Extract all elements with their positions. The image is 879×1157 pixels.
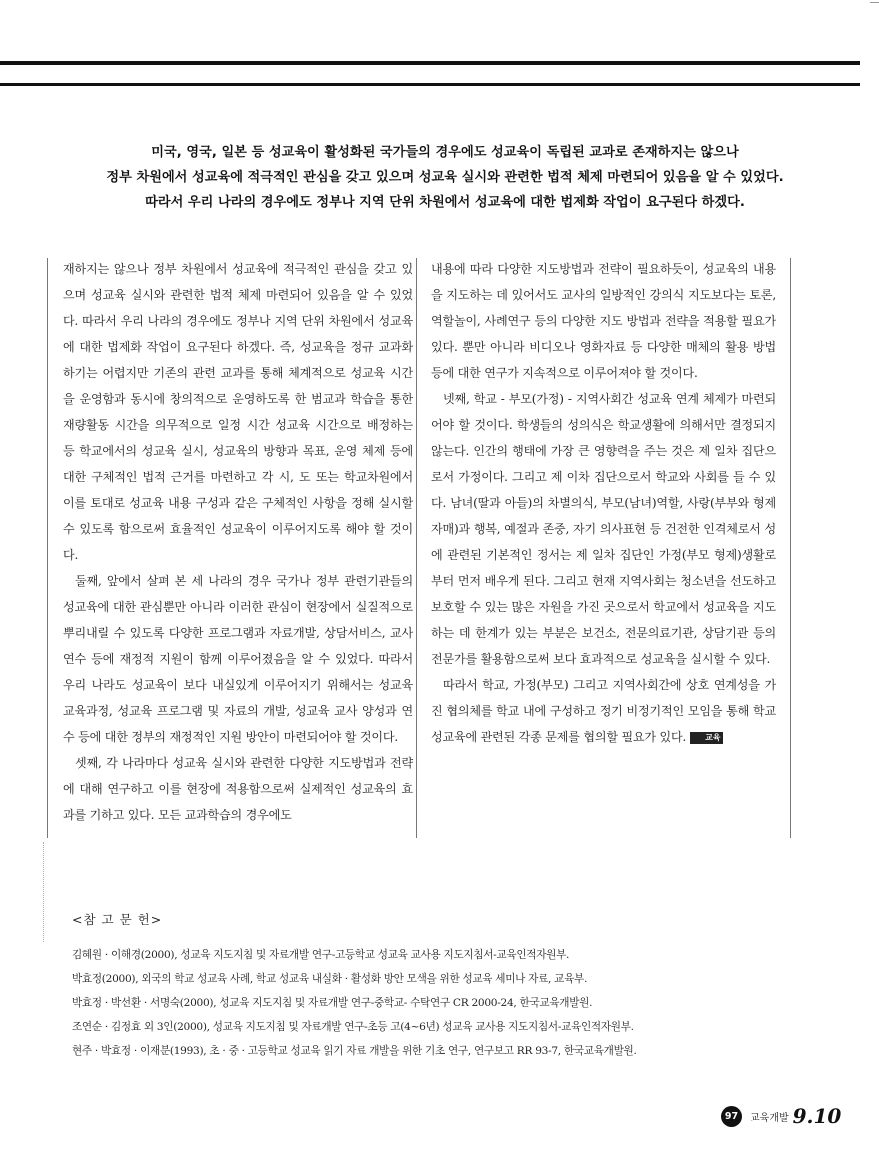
reference-item: 조연순 · 김정효 외 3인(2000), 성교육 지도지침 및 자료개발 연구-초등 고(4~6년) 성교육 교사용 지도지침서-교육인적자원부. [72,1021,634,1033]
reference-item: 김혜원 · 이해경(2000), 성교육 지도지침 및 자료개발 연구-고등학교 성교육 교사용 지도지침서-교육인적자원부. [72,949,570,961]
right-paragraph-3-text: 따라서 학교, 가정(부모) 그리고 지역사회간에 상호 연계성을 가진 협의체를 학교 내에 구성하고 정기 비정기적인 모임을 통해 학교 성교육에 관련된 각종 문제를 협의할 필요가 있다. [431,678,776,744]
column-rule-left [47,258,48,838]
end-of-article-mark: 교육 [690,732,723,744]
references-list [72,943,792,1063]
column-rule-middle [416,258,417,838]
reference-item: 현주 · 박효정 · 이재분(1993), 초 · 중 · 고등학교 성교육 읽기 자료 개발을 위한 기초 연구, 연구보고 RR 93-7, 한국교육개발원. [72,1045,637,1057]
header-rule-top [0,61,860,65]
pull-quote-line-2: 정부 차원에서 성교육에 적극적인 관심을 갖고 있으며 성교육 실시와 관련한 법적 체제 마련되어 있음을 알 수 있었다. [106,170,784,185]
column-rule-right [790,258,791,838]
left-paragraph-1: 재하지는 않으나 정부 차원에서 성교육에 적극적인 관심을 갖고 있으며 성교육 실시와 관련한 법적 체제 마련되어 있음을 알 수 있었다. 따라서 우리 나라의 경우에도 정부나 지역 단위 차원에서 성교육에 대한 법제화 작업이 요구된다 하겠다. 즉, 성교육을 정규 교과화하기는 어렵지만 기존의 관련 교과를 통해 체계적으로 성교육 시간을 운영함과 동시에 창의적으로 운영하도록 한 범교과 학습을 통한 재량활동 시간을 의무적으로 일정 시간 성교육 시간으로 배정하는 등 학교에서의 성교육 실시, 성교육의 방향과 목표, 운영 체제 등에 대한 구체적인 법적 근거를 마련하고 각 시, 도 또는 학교차원에서 이를 토대로 성교육 내용 구성과 같은 구체적인 사항을 정해 실시할 수 있도록 함으로써 효율적인 성교육이 이루어지도록 해야 할 것이다. [63,262,413,562]
pull-quote-line-3: 따라서 우리 나라의 경우에도 정부나 지역 단위 차원에서 성교육에 대한 법제화 작업이 요구된다 하겠다. [145,195,745,210]
reference-item: 박효정(2000), 외국의 학교 성교육 사례, 학교 성교육 내실화 · 활성화 방안 모색을 위한 성교육 세미나 자료, 교육부. [72,973,588,985]
reference-item: 박효정 · 박선환 · 서명숙(2000), 성교육 지도지침 및 자료개발 연구-중학교- 수탁연구 CR 2000-24, 한국교육개발원. [72,997,593,1009]
page-footer [721,1101,841,1131]
references-title: <참 고 문 헌> [72,912,163,927]
header-rule-bottom [0,83,860,86]
left-paragraph-2: 둘째, 앞에서 살펴 본 세 나라의 경우 국가나 정부 관련기관들의 성교육에 대한 관심뿐만 아니라 이러한 관심이 현장에서 실질적으로 뿌리내릴 수 있도록 다양한 프로그램과 자료개발, 상담서비스, 교사 연수 등에 재정적 지원이 함께 이루어졌음을 알 수 있었다. 따라서 우리 나라도 성교육이 보다 내실있게 이루어지기 위해서는 성교육 교육과정, 성교육 프로그램 및 자료의 개발, 성교육 교사 양성과 연수 등에 대한 정부의 재정적인 지원 방안이 마련되어야 할 것이다. [63,574,413,744]
corner-mark [870,2,879,3]
right-paragraph-2: 넷째, 학교 - 부모(가정) - 지역사회간 성교육 연계 체제가 마련되어야 할 것이다. 학생들의 성의식은 학교생활에 의해서만 결정되지 않는다. 인간의 행태에 가장 큰 영향력을 주는 것은 제 일차 집단으로서 가정이다. 그리고 제 이차 집단으로서 학교와 사회를 들 수 있다. 남녀(딸과 아들)의 차별의식, 부모(남녀)역할, 사랑(부부와 형제자매)과 행복, 예절과 존중, 자기 의사표현 등 건전한 인격체로서 성에 관련된 기본적인 정서는 제 일차 집단인 가정(부모 형제)생활로부터 먼저 배우게 된다. 그리고 현재 지역사회는 청소년을 선도하고 보호할 수 있는 많은 자원을 가진 곳으로서 학교에서 성교육을 지도하는 데 한계가 있는 부분은 보건소, 전문의료기관, 상담기관 등의 전문가를 활용함으로써 보다 효과적으로 성교육을 실시할 수 있다. [431,392,776,666]
left-paragraph-3: 셋째, 각 나라마다 성교육 실시와 관련한 다양한 지도방법과 전략에 대해 연구하고 이를 현장에 적용함으로써 실제적인 성교육의 효과를 기하고 있다. 모든 교과학습의 경우에도 [63,756,413,822]
right-paragraph-1: 내용에 따라 다양한 지도방법과 전략이 필요하듯이, 성교육의 내용을 지도하는 데 있어서도 교사의 일방적인 강의식 지도보다는 토론, 역할놀이, 사례연구 등의 다양한 지도 방법과 전략을 적용할 필요가 있다. 뿐만 아니라 비디오나 영화자료 등 다양한 매체의 활용 방법 등에 대한 연구가 지속적으로 이루어져야 할 것이다. [431,262,776,380]
left-column [63,256,413,828]
right-column [431,256,776,750]
pull-quote [60,140,830,215]
issue-number: 9.10 [792,1104,842,1128]
right-paragraph-3 [431,672,776,750]
margin-dotted-rule [43,842,44,942]
page-number: 97 [721,1106,742,1127]
pull-quote-line-1: 미국, 영국, 일본 등 성교육이 활성화된 국가들의 경우에도 성교육이 독립된 교과로 존재하지는 않으나 [151,145,739,160]
magazine-name: 교육개발 [750,1112,789,1124]
